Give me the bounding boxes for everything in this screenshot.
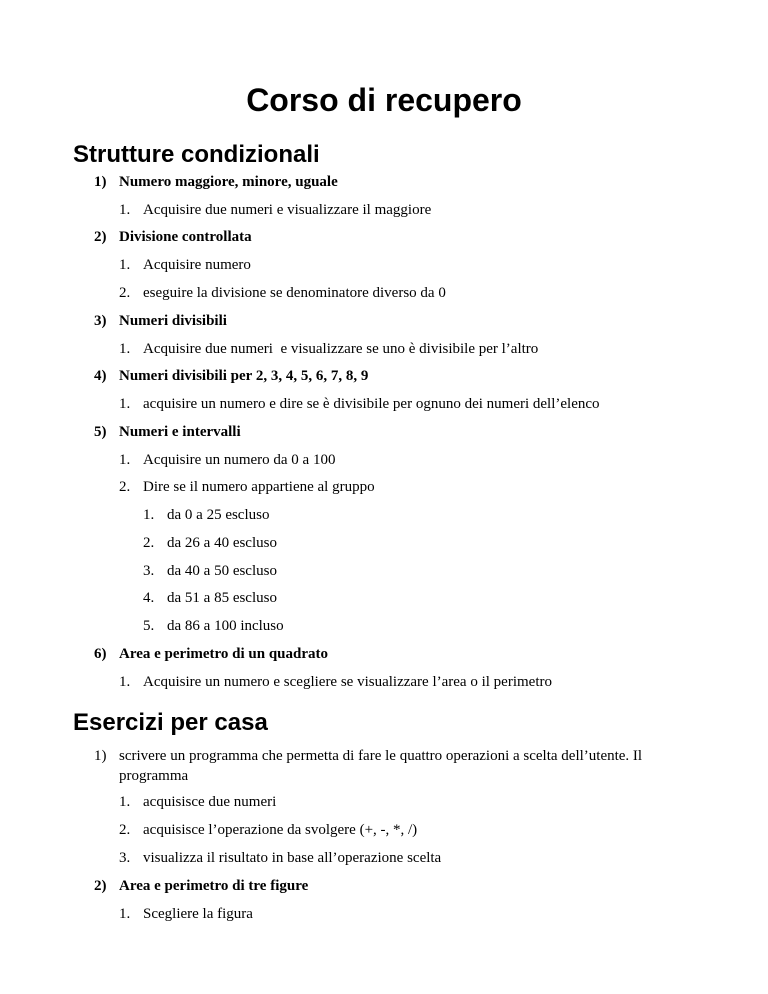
list-item-text: Numero maggiore, minore, uguale <box>119 174 338 190</box>
list-number: 1) <box>94 174 107 190</box>
sub-list-text: Acquisire due numeri e visualizzare se uno è divisibile per l’altro <box>143 341 539 357</box>
section-heading-strutture: Strutture condizionali <box>73 141 320 168</box>
sub-list-text: Acquisire un numero da 0 a 100 <box>143 452 336 468</box>
list-number: 4) <box>94 368 107 384</box>
sub-list-number: 1. <box>119 906 131 922</box>
list-item-text: Area e perimetro di tre figure <box>119 878 309 894</box>
document-title: Corso di recupero <box>246 82 522 118</box>
sub-list-text: visualizza il risultato in base all’operazione scelta <box>143 850 442 866</box>
list-number: 3) <box>94 313 107 329</box>
list-item-text: Divisione controllata <box>119 229 252 245</box>
sub-list-number: 2. <box>119 822 131 838</box>
sub-sub-list-text: da 0 a 25 escluso <box>167 507 270 523</box>
list-number: 6) <box>94 646 107 662</box>
sub-sub-list-text: da 51 a 85 escluso <box>167 590 277 606</box>
sub-list-number: 1. <box>119 202 131 218</box>
sub-list-text: eseguire la divisione se denominatore diverso da 0 <box>143 285 446 301</box>
sub-list-number: 1. <box>119 396 131 412</box>
sub-sub-list-number: 2. <box>143 535 155 551</box>
sub-sub-list-number: 4. <box>143 590 155 606</box>
section-heading-esercizi: Esercizi per casa <box>73 709 268 736</box>
list-item-text: scrivere un programma che permetta di fare le quattro operazioni a scelta dell’utente. Il programma <box>119 748 643 784</box>
sub-list-text: acquisisce l’operazione da svolgere (+, -, *, /) <box>143 822 418 838</box>
sub-list-number: 2. <box>119 285 131 301</box>
list-item-text: Numeri divisibili <box>119 313 227 329</box>
sub-sub-list-number: 3. <box>143 563 155 579</box>
sub-list-text: Acquisire numero <box>143 257 251 273</box>
list-number: 1) <box>94 748 107 764</box>
sub-list-number: 1. <box>119 257 131 273</box>
sub-list-text: Acquisire un numero e scegliere se visualizzare l’area o il perimetro <box>143 674 552 690</box>
sub-sub-list-number: 1. <box>143 507 155 523</box>
sub-list-text: Scegliere la figura <box>143 906 253 922</box>
sub-list-number: 1. <box>119 794 131 810</box>
sub-list-number: 1. <box>119 452 131 468</box>
sub-list-number: 1. <box>119 674 131 690</box>
sub-list-number: 3. <box>119 850 131 866</box>
sub-list-text: acquisire un numero e dire se è divisibile per ognuno dei numeri dell’elenco <box>143 396 600 412</box>
sub-list-text: Acquisire due numeri e visualizzare il maggiore <box>143 202 432 218</box>
list-item-text: Area e perimetro di un quadrato <box>119 646 329 662</box>
sub-sub-list-number: 5. <box>143 618 155 634</box>
sub-list-number: 2. <box>119 479 131 495</box>
sub-sub-list-text: da 40 a 50 escluso <box>167 563 277 579</box>
list-item-text: Numeri divisibili per 2, 3, 4, 5, 6, 7, 8, 9 <box>119 368 369 384</box>
sub-list-number: 1. <box>119 341 131 357</box>
sub-sub-list-text: da 86 a 100 incluso <box>167 618 284 634</box>
list-number: 5) <box>94 424 107 440</box>
sub-list-text: Dire se il numero appartiene al gruppo <box>143 479 375 495</box>
list-number: 2) <box>94 229 107 245</box>
sub-sub-list-text: da 26 a 40 escluso <box>167 535 277 551</box>
sub-list-text: acquisisce due numeri <box>143 794 277 810</box>
list-item-text: Numeri e intervalli <box>119 424 241 440</box>
list-number: 2) <box>94 878 107 894</box>
